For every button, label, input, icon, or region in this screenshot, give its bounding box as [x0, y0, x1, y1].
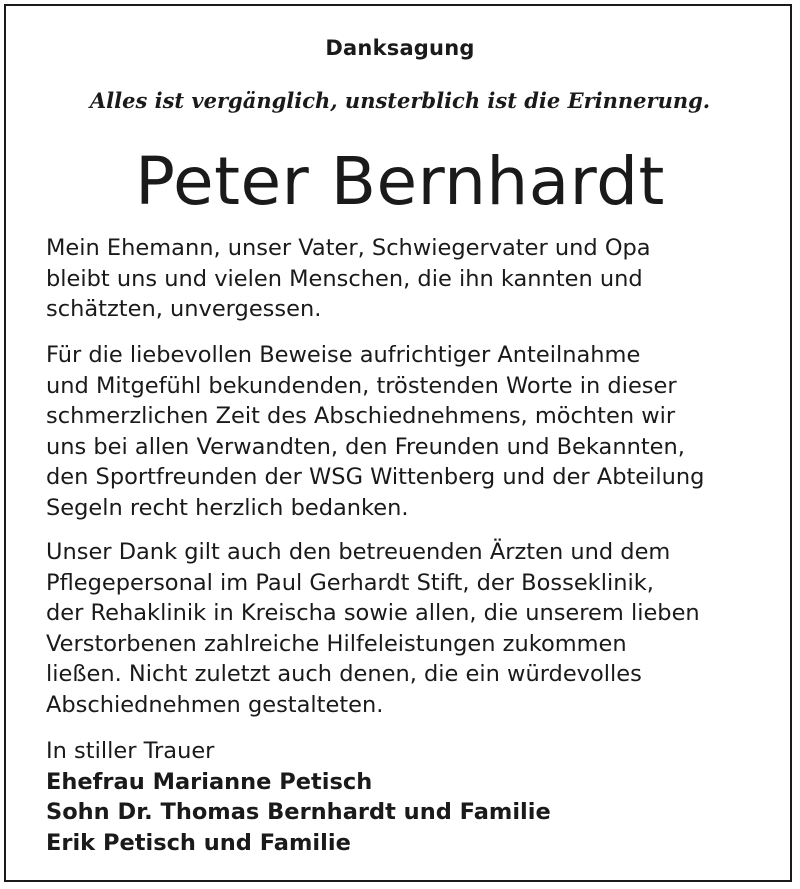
- paragraph-thanks: [46, 340, 776, 523]
- signoff-intro: In stiller Trauer: [46, 738, 215, 764]
- text-line: den Sportfreunden der WSG Wittenberg und der Abteilung: [46, 464, 705, 490]
- text-line: Abschiednehmen gestalteten.: [46, 691, 384, 718]
- text-line: uns bei allen Verwandten, den Freunden und Bekannten,: [46, 433, 685, 460]
- text-line: und Mitgefühl bekundenden, tröstenden Worte in dieser: [46, 372, 677, 399]
- text-line: Unser Dank gilt auch den betreuenden Ärzten und dem: [46, 539, 671, 565]
- text-line: Segeln recht herzlich bedanken.: [46, 494, 409, 521]
- deceased-name: Peter Bernhardt: [135, 143, 665, 220]
- paragraph-remembrance: [46, 233, 776, 325]
- notice-heading: Danksagung: [325, 36, 475, 60]
- text-line: schmerzlichen Zeit des Abschiednehmens, möchten wir: [46, 403, 676, 429]
- mourner-name: Erik Petisch und Familie: [46, 829, 351, 856]
- text-line: Verstorbenen zahlreiche Hilfeleistungen zukommen: [46, 630, 627, 657]
- motto-quote: Alles ist vergänglich, unsterblich ist die Erinnerung.: [89, 88, 711, 113]
- text-line: der Rehaklinik in Kreischa sowie allen, die unserem lieben: [46, 600, 700, 626]
- text-line: bleibt uns und vielen Menschen, die ihn kannten und: [46, 265, 643, 292]
- mourner-name: Sohn Dr. Thomas Bernhardt und Familie: [46, 799, 551, 825]
- paragraph-caregivers: [46, 537, 776, 720]
- signoff-block: [46, 736, 776, 858]
- mourner-name: Ehefrau Marianne Petisch: [46, 768, 373, 795]
- text-line: Für die liebevollen Beweise aufrichtiger Anteilnahme: [46, 342, 641, 368]
- text-line: schätzten, unvergessen.: [46, 296, 322, 322]
- text-line: Pflegepersonal im Paul Gerhardt Stift, der Bosseklinik,: [46, 569, 654, 596]
- text-line: ließen. Nicht zuletzt auch denen, die ein würdevolles: [46, 661, 642, 687]
- text-line: Mein Ehemann, unser Vater, Schwiegervater und Opa: [46, 235, 651, 261]
